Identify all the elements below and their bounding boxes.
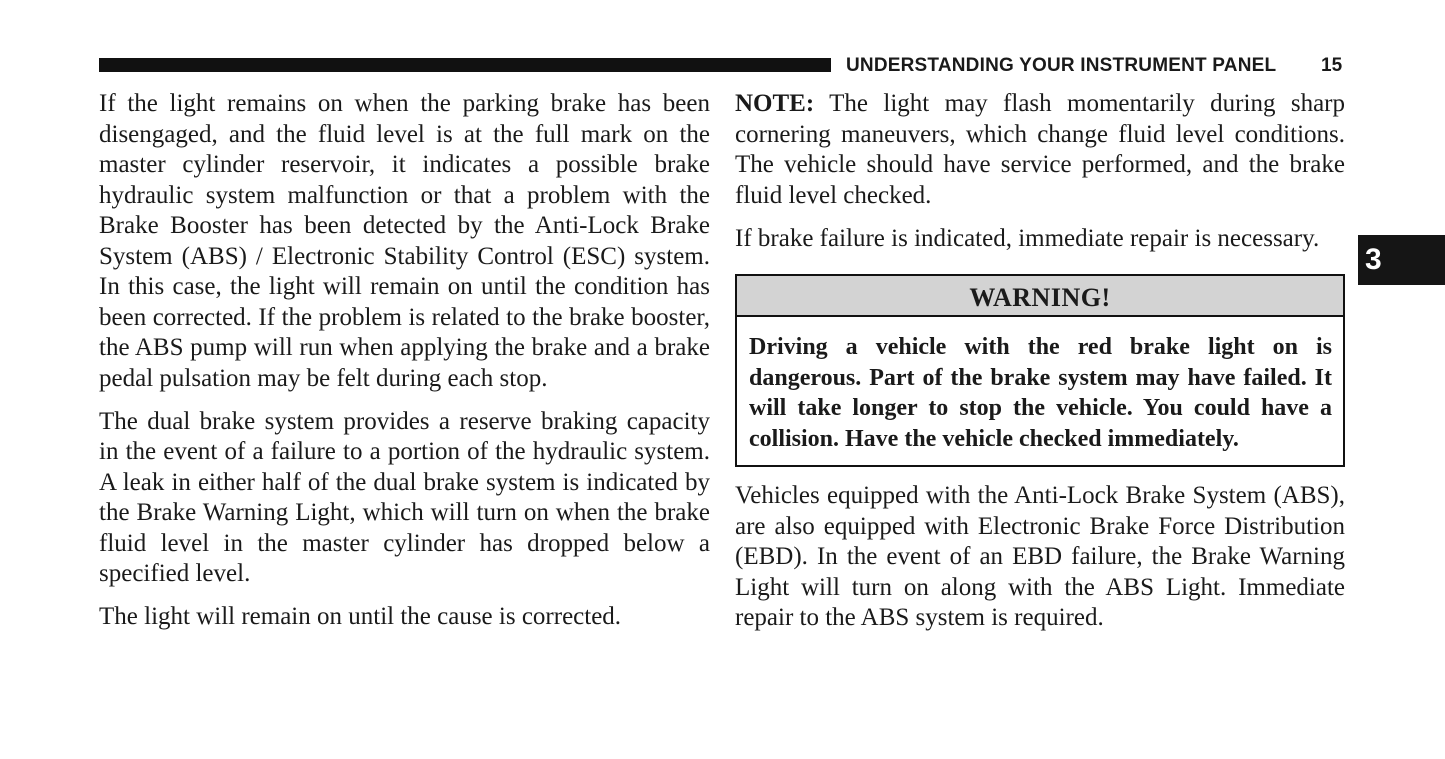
note-paragraph bbox=[735, 89, 1345, 211]
note-label: NOTE: bbox=[735, 90, 815, 117]
header-rule bbox=[99, 58, 831, 72]
section-title: UNDERSTANDING YOUR INSTRUMENT PANEL bbox=[846, 55, 1277, 76]
note-text: The light may flash momentarily during sharp cornering maneuvers, which change fluid level conditions. The vehicle should have service performed, and the brake fluid level checked. bbox=[735, 90, 1345, 209]
left-column bbox=[99, 89, 710, 645]
warning-text: Driving a vehicle with the red brake light on is dangerous. Part of the brake system may have failed. It will take longer to stop the vehicle. You could have a collision. Have the vehicle checked immediately. bbox=[749, 334, 1332, 452]
warning-box bbox=[735, 274, 1345, 467]
right-column bbox=[735, 89, 1345, 646]
warning-title: WARNING! bbox=[737, 276, 1343, 317]
paragraph-light-remain: The light will remain on until the cause is corrected. bbox=[99, 603, 622, 630]
chapter-tab bbox=[1358, 235, 1445, 285]
paragraph-ebd: Vehicles equipped with the Anti-Lock Brake System (ABS), are also equipped with Electronic Brake Force Distribution (EBD). In the event of an EBD failure, the Brake Warning Light will turn on along with the ABS Light. Immediate repair to the ABS system is required. bbox=[735, 482, 1345, 631]
paragraph-brake-light: If the light remains on when the parking brake has been disengaged, and the fluid level is at the full mark on the master cylinder reservoir, it indicates a possible brake hydraulic system malfunction or that a problem with the Brake Booster has been detected by the Anti-Lock Brake System (ABS) / Electronic Stability Control (ESC) system. In this case, the light will remain on until the condition has been corrected. If the problem is related to the brake booster, the ABS pump will run when applying the brake and a brake pedal pulsation may be felt during each stop. bbox=[99, 90, 710, 392]
paragraph-dual-brake: The dual brake system provides a reserve braking capacity in the event of a failure to a portion of the hydraulic system. A leak in either half of the dual brake system is indicated by the Brake Warning Light, which will turn on when the brake fluid level in the master cylinder has dropped below a specified level. bbox=[99, 407, 710, 587]
page-number: 15 bbox=[1321, 55, 1343, 76]
paragraph-brake-failure: If brake failure is indicated, immediate repair is necessary. bbox=[735, 224, 1320, 252]
chapter-number: 3 bbox=[1365, 243, 1382, 276]
